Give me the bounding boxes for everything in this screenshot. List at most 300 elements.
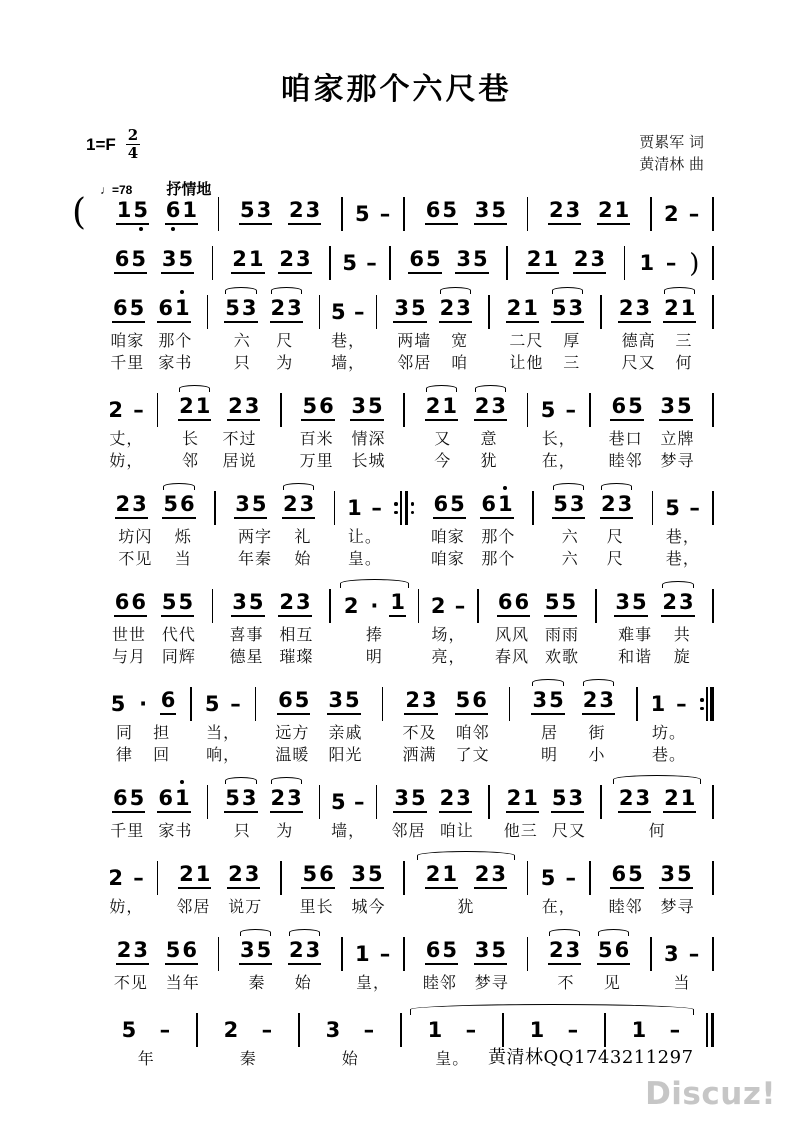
measure [405,938,527,992]
lyric-syllable: 三 [563,353,581,372]
lyric-line-2 [602,350,713,372]
note-digit: 3 [299,492,315,516]
note-row [335,493,394,519]
barline [712,589,714,623]
duration-dash: – [565,398,576,422]
lyric-syllable: 担 [153,723,171,742]
note-digit: 2 [474,862,490,886]
note-digit: 1 [631,1018,647,1042]
note-digit: 5 [331,300,346,324]
note-digit: 5 [442,938,457,962]
lyric-syllable: 长， [541,429,576,448]
note-digit: 3 [328,688,344,712]
measure [490,296,601,372]
note-row [96,297,207,323]
note-group [659,864,692,889]
lyric-line-1 [405,894,527,916]
lyric-syllable: 长 [181,429,199,448]
note-group [474,200,507,225]
measure [383,688,509,764]
lyric-line-1 [479,622,595,644]
lyric-syllable: 坊闪 [118,527,153,546]
note-group [393,298,426,323]
note-group [639,253,656,274]
measure [219,199,341,225]
note-digit: 2 [179,394,194,418]
note-digit: 5 [628,862,643,886]
lyric-syllable: 皇。 [347,549,382,568]
note-group [116,940,149,965]
note-digit: 3 [287,296,302,320]
lyric-syllable: 巷。 [651,745,686,764]
note-group [362,1020,376,1041]
note-row [528,939,650,965]
measure [96,786,207,840]
measure [490,786,601,840]
note-row [591,395,713,421]
lyric-syllable: 两字 [238,527,273,546]
measure [282,394,404,470]
note-digit: 6 [497,590,513,614]
lyric-syllable: 六 [233,331,251,350]
note-group [367,596,381,617]
note-digit: 2 [116,938,132,962]
note-digit: 3 [235,492,250,516]
lyric-syllable: 巷， [331,331,366,350]
note-row [510,689,636,715]
tempo-marking [100,178,211,199]
duration-dash: – [133,398,144,422]
lyric-syllable: 又 [434,429,452,448]
note-group [506,298,539,323]
note-group [157,788,190,813]
measure [377,786,488,840]
note-group [597,200,630,225]
measure [96,938,218,992]
lyric-line-1 [96,894,157,916]
lyric-syllable: 千里 [110,821,145,840]
lyric-line-2 [405,448,527,470]
note-group [439,788,472,813]
note-group [282,494,315,519]
note-digit: 1 [680,786,696,810]
lyric-syllable: 亮， [431,647,466,666]
note-group [506,788,539,813]
note-digit: 6 [472,688,487,712]
song-title: 咱家那个六尺巷 [280,72,512,107]
note-group [573,249,606,274]
note-row [320,787,375,813]
note-group [157,298,190,323]
score [72,181,714,1078]
closing-paren: ) [689,248,700,279]
note-group [378,204,392,225]
note-group [352,792,366,813]
note-group [116,200,149,225]
lyric-syllable: 响， [206,745,241,764]
note-row [383,689,509,715]
lyric-line-2 [510,742,636,764]
lyric-syllable: 邻居 [176,897,211,916]
duration-dash: – [665,251,677,275]
lyric-line-1 [96,328,207,350]
note-group [455,690,488,715]
note-digit: 1 [529,1018,545,1042]
lyric-line-1 [300,1046,400,1068]
note-group [425,200,458,225]
note-group [664,498,681,519]
note-digit: 2 [279,247,294,271]
lyric-line-1 [208,818,319,840]
lyric-line-1 [534,524,652,546]
measure [96,688,190,764]
measure [216,492,334,568]
note-digit: 3 [351,862,367,886]
note-digit: 1 [442,394,457,418]
note-group [526,249,559,274]
expression-marking: 抒情地 [166,181,212,198]
note-digit: 3 [568,296,584,320]
note-digit: 1 [650,692,666,716]
lyric-syllable: 见 [603,973,621,992]
note-digit: 5 [472,247,488,271]
measure [638,689,701,764]
note-row [405,199,527,225]
note-row [96,493,214,519]
note-digit: 6 [113,296,128,320]
note-group [610,864,643,889]
measure [528,938,650,992]
note-group [668,1020,682,1041]
lyric-syllable: 年 [137,1049,155,1068]
note-digit: 3 [287,786,302,810]
note-digit: 6 [433,492,449,516]
lyric-line-2 [208,350,319,372]
duration-dash: – [454,594,466,618]
lyric-syllable: 邻居 [397,353,432,372]
duration-dash: – [689,496,700,520]
lyric-syllable: 当 [673,973,691,992]
dot-rhythm: · [370,594,379,618]
note-digit: 2 [597,198,613,222]
note-digit: 2 [474,394,490,418]
note-group [178,396,211,421]
note-row [343,939,404,965]
note-group [227,864,260,889]
note-group [346,498,363,519]
lyric-line-2 [653,546,712,568]
measure [158,862,280,916]
lyric-syllable: 和谐 [618,647,653,666]
note-row [490,297,601,323]
lyric-line-1 [192,720,255,742]
lyric-line-2 [591,448,713,470]
note-group [687,204,701,225]
note-digit: 5 [631,590,647,614]
note-digit: 2 [115,492,131,516]
note-digit: 5 [368,394,383,418]
duration-dash: – [261,1018,273,1042]
lyric-syllable: 为 [276,353,294,372]
lyric-syllable: 不过 [222,429,257,448]
note-row [96,939,218,965]
lyric-line-1 [96,524,214,546]
note-digit: 2 [405,688,420,712]
measure [591,394,713,470]
note-group [136,694,150,715]
note-digit: 5 [411,786,426,810]
note-digit: 6 [614,938,630,962]
note-group [663,298,696,323]
note-row [331,248,389,274]
note-group [674,694,688,715]
lyric-line-1 [510,720,636,742]
notation-system [96,284,714,372]
note-group [439,298,472,323]
note-group [165,940,198,965]
note-digit: 3 [660,862,676,886]
note-row [391,248,507,274]
note-row [96,591,212,617]
note-group [393,788,426,813]
lyric-line-1 [490,328,601,350]
note-digit: 5 [345,688,360,712]
measure [652,939,713,992]
lyric-line-2 [414,546,532,568]
note-group [228,694,242,715]
lyric-syllable: 二尺 [509,331,544,350]
lyric-line-1 [602,328,713,350]
note-digit: 1 [427,1018,443,1042]
lyricist-credit: 贾累军 词 [639,133,704,151]
note-digit: 5 [450,492,465,516]
note-group [404,690,437,715]
note-digit: 3 [394,786,409,810]
note-digit: 3 [491,394,506,418]
note-digit: 2 [573,247,589,271]
lyric-syllable: 皇， [355,973,390,992]
note-digit: 5 [411,296,426,320]
lyric-syllable: 秦 [248,973,266,992]
note-digit: 5 [540,866,556,890]
lyric-line-2 [331,644,418,666]
note-group [433,494,466,519]
note-digit: 2 [288,198,304,222]
lyric-syllable: 百米 [299,429,334,448]
note-group [354,204,371,225]
note-digit: 6 [611,394,627,418]
lyric-syllable: 巷口 [608,429,643,448]
lyric-syllable: 长城 [351,451,386,470]
lyric-syllable: 那个 [481,549,516,568]
note-group [204,694,221,715]
note-group [408,249,441,274]
note-digit: 2 [343,594,359,618]
note-group [618,788,651,813]
note-digit: 5 [294,688,310,712]
note-row [534,493,652,519]
lyric-syllable: 立牌 [660,429,695,448]
note-group [165,200,198,225]
note-group [430,596,447,617]
note-digit: 6 [319,862,334,886]
lyric-syllable: 回 [153,745,171,764]
note-digit: 1 [116,198,132,222]
note-digit: 3 [295,247,311,271]
key-signature [86,128,140,161]
note-group [350,396,383,421]
note-digit: 3 [161,247,177,271]
note-digit: 3 [568,786,584,810]
note-digit: 5 [251,492,267,516]
note-digit: 1 [347,496,362,520]
note-row [158,395,280,421]
note-row [653,493,712,519]
note-group [301,864,334,889]
note-digit: 3 [474,198,490,222]
lyric-syllable: 礼 [294,527,312,546]
note-digit: 6 [158,786,173,810]
note-digit: 1 [543,247,559,271]
note-digit: 5 [665,496,680,520]
note-row [625,248,712,279]
note-row [213,248,329,274]
note-row [377,297,488,323]
duration-dash: – [567,1018,579,1042]
note-digit: 3 [256,198,272,222]
note-digit: 3 [240,938,255,962]
barline [712,246,714,280]
notation-system [96,850,714,916]
lyric-line-2 [320,350,375,372]
lyric-syllable: 当年 [165,973,200,992]
lyric-syllable: 相互 [279,625,314,644]
note-digit: 6 [514,590,530,614]
note-digit: 2 [283,492,298,516]
note-group [227,396,260,421]
note-row [96,395,157,421]
note-digit: 6 [425,198,441,222]
note-group [474,940,507,965]
note-digit: 1 [614,198,630,222]
measure [213,590,329,666]
duration-dash: – [363,1018,375,1042]
lyric-syllable: 街 [588,723,606,742]
note-group [223,1020,240,1041]
note-digit: 6 [409,247,424,271]
duration-dash: – [669,1018,681,1042]
measure [208,786,319,840]
note-digit: 2 [506,296,522,320]
note-digit: 5 [133,198,148,222]
note-digit: 3 [599,688,614,712]
lyric-syllable: 丈， [109,429,144,448]
duration-dash: – [565,866,576,890]
note-digit: 6 [114,247,130,271]
lyric-syllable: 亲戚 [328,723,363,742]
note-digit: 2 [662,590,677,614]
note-digit: 1 [248,247,264,271]
note-digit: 3 [305,198,321,222]
note-digit: 3 [474,938,490,962]
lyric-line-1 [216,524,334,546]
note-row [96,1015,196,1041]
lyric-syllable: 璀璨 [279,647,314,666]
lyric-line-1 [377,818,488,840]
note-group [288,940,321,965]
lyric-syllable: 墙， [331,353,366,372]
lyric-line-1 [320,818,375,840]
repeat-barline [394,491,414,525]
note-group [659,396,692,421]
note-group [663,788,696,813]
lyric-syllable: 何 [648,821,666,840]
note-group [614,592,647,617]
note-group [115,494,148,519]
lyric-syllable: 犹 [480,451,498,470]
lyric-syllable: 万里 [299,451,334,470]
lyric-syllable: 始 [294,549,312,568]
note-digit: 5 [161,590,177,614]
note-digit: 1 [523,296,538,320]
lyric-syllable: 不见 [118,549,153,568]
lyric-syllable: 何 [675,353,693,372]
note-group [564,868,578,889]
lyric-line-1 [638,720,701,742]
lyric-line-1 [343,970,404,992]
lyric-syllable: 德星 [229,647,264,666]
repeat-barline [700,687,714,721]
note-group [687,944,701,965]
note-group [270,298,303,323]
lyric-syllable: 共 [673,625,691,644]
note-digit: 5 [425,247,441,271]
note-row [377,787,488,813]
key-label: 1=F [86,134,116,154]
note-group [425,940,458,965]
note-row [96,248,212,274]
lyric-syllable: 尺又 [551,821,586,840]
measure [528,863,589,916]
note-group [455,249,488,274]
duration-dash: – [688,942,700,966]
measure [653,493,712,568]
lyric-line-1 [320,328,375,350]
note-group [352,302,366,323]
note-digit: 3 [132,492,147,516]
note-digit: 5 [540,398,556,422]
note-digit: 3 [244,394,260,418]
note-group [370,498,384,519]
note-digit: 5 [302,862,318,886]
measure [419,591,477,666]
note-digit: 3 [244,862,260,886]
measure [331,590,418,666]
lyric-syllable: 欢歌 [544,647,579,666]
note-group [231,249,264,274]
measure [414,492,532,568]
lyric-syllable: 今 [434,451,452,470]
note-row [96,863,157,889]
note-group [301,396,334,421]
note-digit: 5 [204,692,220,716]
lyric-syllable: 与月 [111,647,146,666]
duration-dash: – [688,202,700,226]
lyric-line-2 [638,742,701,764]
note-group [544,592,577,617]
note-row [219,199,341,225]
note-group [663,204,680,225]
